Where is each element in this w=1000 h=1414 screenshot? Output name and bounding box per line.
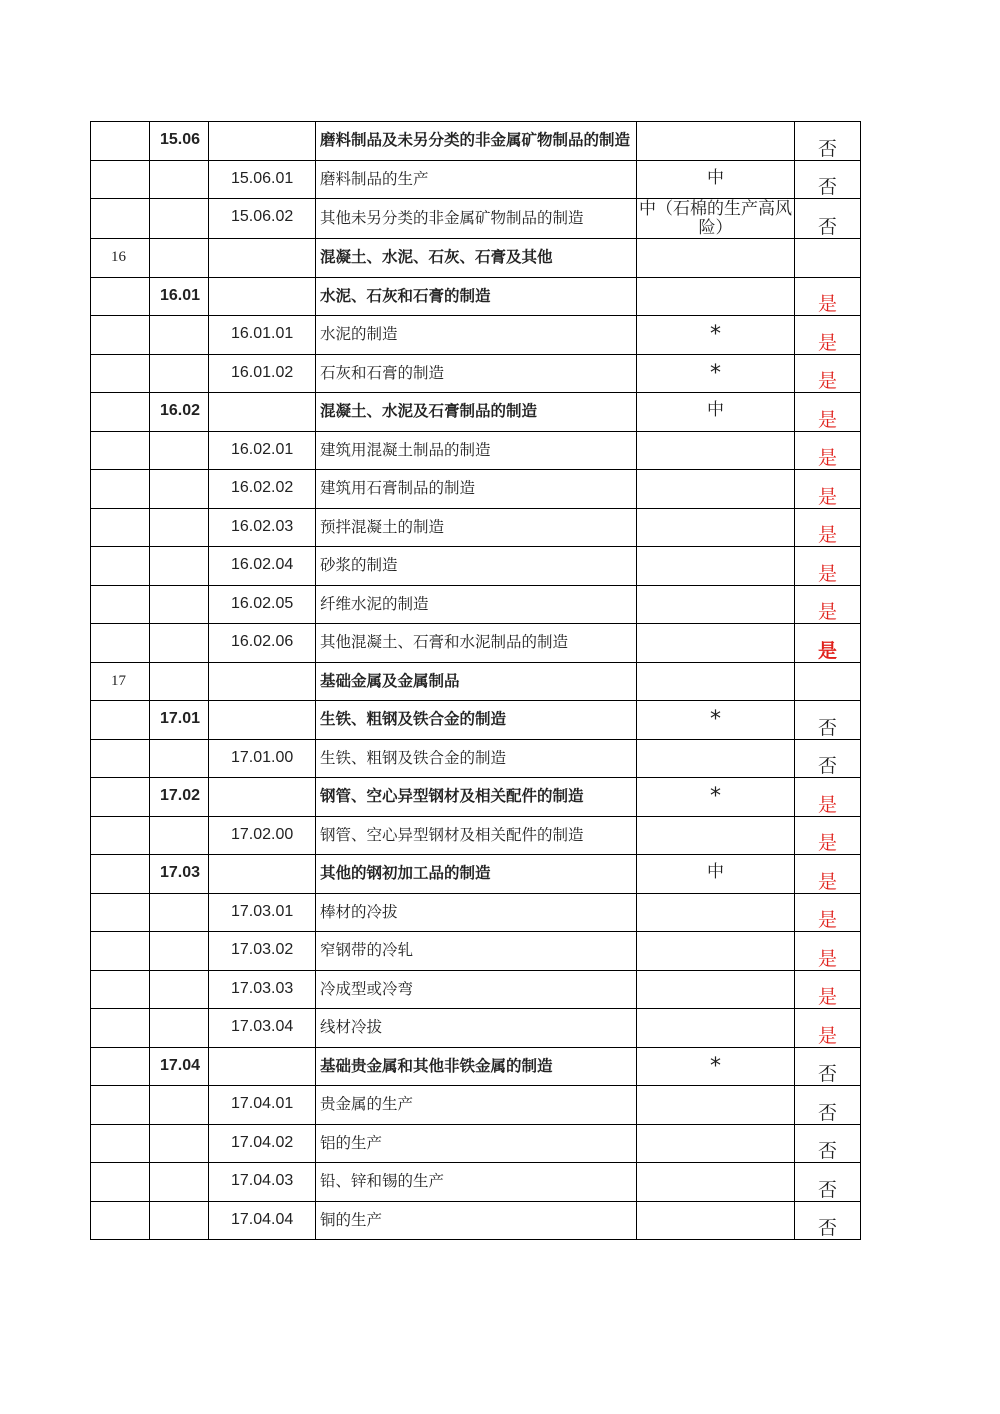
activity-name-cell: 水泥、石灰和石膏的制造	[316, 277, 637, 316]
table-row	[91, 239, 861, 278]
activity-name-cell: 棒材的冷拔	[316, 893, 637, 932]
group-code-cell: 15.06	[150, 122, 209, 161]
risk-level-cell: *	[637, 1047, 795, 1086]
activity-name-cell: 生铁、粗钢及铁合金的制造	[316, 739, 637, 778]
section-number-cell	[91, 778, 150, 817]
group-code-cell	[150, 1009, 209, 1048]
class-code-cell: 17.02.00	[209, 816, 316, 855]
group-code-cell: 16.01	[150, 277, 209, 316]
eligibility-flag-cell: 是	[795, 354, 861, 393]
table-row	[91, 816, 861, 855]
risk-level-cell	[637, 1163, 795, 1202]
class-code-cell: 16.02.02	[209, 470, 316, 509]
activity-name-cell: 磨料制品的生产	[316, 160, 637, 199]
eligibility-flag-cell: 否	[795, 1163, 861, 1202]
activity-name-cell: 其他未另分类的非金属矿物制品的制造	[316, 199, 637, 239]
eligibility-flag-cell	[795, 239, 861, 278]
class-code-cell	[209, 778, 316, 817]
section-number-cell	[91, 199, 150, 239]
class-code-cell	[209, 1047, 316, 1086]
table-row	[91, 277, 861, 316]
table-row	[91, 932, 861, 971]
section-number-cell	[91, 316, 150, 355]
eligibility-flag-cell: 是	[795, 470, 861, 509]
section-number-cell	[91, 393, 150, 432]
group-code-cell	[150, 624, 209, 663]
group-code-cell	[150, 662, 209, 701]
class-code-cell: 17.03.02	[209, 932, 316, 971]
section-number-cell	[91, 508, 150, 547]
class-code-cell: 17.04.04	[209, 1201, 316, 1240]
group-code-cell	[150, 1163, 209, 1202]
activity-name-cell: 预拌混凝土的制造	[316, 508, 637, 547]
section-number-cell: 16	[91, 239, 150, 278]
eligibility-flag-cell: 是	[795, 970, 861, 1009]
table-row	[91, 624, 861, 663]
activity-name-cell: 磨料制品及未另分类的非金属矿物制品的制造	[316, 122, 637, 161]
risk-level-cell: 中	[637, 393, 795, 432]
eligibility-flag-cell: 是	[795, 431, 861, 470]
eligibility-flag-cell: 否	[795, 122, 861, 161]
table-body	[91, 122, 861, 1240]
section-number-cell: 17	[91, 662, 150, 701]
eligibility-flag-cell: 是	[795, 585, 861, 624]
class-code-cell: 17.04.03	[209, 1163, 316, 1202]
group-code-cell	[150, 470, 209, 509]
table-row	[91, 393, 861, 432]
group-code-cell	[150, 585, 209, 624]
activity-name-cell: 纤维水泥的制造	[316, 585, 637, 624]
table-row	[91, 1047, 861, 1086]
eligibility-flag-cell: 否	[795, 739, 861, 778]
class-code-cell	[209, 662, 316, 701]
eligibility-flag-cell	[795, 662, 861, 701]
risk-level-cell	[637, 662, 795, 701]
class-code-cell: 16.02.01	[209, 431, 316, 470]
class-code-cell: 15.06.01	[209, 160, 316, 199]
group-code-cell	[150, 431, 209, 470]
risk-level-cell: *	[637, 316, 795, 355]
eligibility-flag-cell: 是	[795, 316, 861, 355]
class-code-cell: 16.02.05	[209, 585, 316, 624]
activity-name-cell: 铝的生产	[316, 1124, 637, 1163]
activity-name-cell: 贵金属的生产	[316, 1086, 637, 1125]
eligibility-flag-cell: 是	[795, 816, 861, 855]
activity-name-cell: 铅、锌和锡的生产	[316, 1163, 637, 1202]
section-number-cell	[91, 624, 150, 663]
group-code-cell	[150, 239, 209, 278]
class-code-cell: 17.03.01	[209, 893, 316, 932]
class-code-cell: 16.02.03	[209, 508, 316, 547]
class-code-cell: 17.04.02	[209, 1124, 316, 1163]
table-row	[91, 316, 861, 355]
risk-level-cell	[637, 470, 795, 509]
table-row	[91, 431, 861, 470]
group-code-cell	[150, 932, 209, 971]
section-number-cell	[91, 470, 150, 509]
group-code-cell	[150, 508, 209, 547]
risk-level-cell	[637, 277, 795, 316]
activity-name-cell: 冷成型或冷弯	[316, 970, 637, 1009]
group-code-cell	[150, 354, 209, 393]
class-code-cell	[209, 701, 316, 740]
risk-level-cell: 中（石棉的生产高风险）	[637, 199, 795, 239]
eligibility-flag-cell: 是	[795, 547, 861, 586]
section-number-cell	[91, 160, 150, 199]
section-number-cell	[91, 585, 150, 624]
section-number-cell	[91, 277, 150, 316]
eligibility-flag-cell: 是	[795, 624, 861, 663]
class-code-cell	[209, 393, 316, 432]
risk-level-cell: 中	[637, 160, 795, 199]
group-code-cell	[150, 893, 209, 932]
eligibility-flag-cell: 是	[795, 508, 861, 547]
section-number-cell	[91, 701, 150, 740]
eligibility-flag-cell: 否	[795, 1201, 861, 1240]
section-number-cell	[91, 816, 150, 855]
section-number-cell	[91, 739, 150, 778]
risk-level-cell	[637, 970, 795, 1009]
table-row	[91, 1124, 861, 1163]
group-code-cell: 17.03	[150, 855, 209, 894]
activity-name-cell: 钢管、空心异型钢材及相关配件的制造	[316, 816, 637, 855]
class-code-cell	[209, 122, 316, 161]
section-number-cell	[91, 1009, 150, 1048]
class-code-cell	[209, 855, 316, 894]
section-number-cell	[91, 547, 150, 586]
risk-level-cell	[637, 547, 795, 586]
section-number-cell	[91, 1124, 150, 1163]
section-number-cell	[91, 893, 150, 932]
eligibility-flag-cell: 否	[795, 1124, 861, 1163]
eligibility-flag-cell: 是	[795, 932, 861, 971]
eligibility-flag-cell: 是	[795, 1009, 861, 1048]
class-code-cell: 16.01.02	[209, 354, 316, 393]
eligibility-flag-cell: 是	[795, 393, 861, 432]
group-code-cell: 17.02	[150, 778, 209, 817]
class-code-cell: 15.06.02	[209, 199, 316, 239]
activity-name-cell: 混凝土、水泥、石灰、石膏及其他	[316, 239, 637, 278]
activity-name-cell: 水泥的制造	[316, 316, 637, 355]
class-code-cell: 16.01.01	[209, 316, 316, 355]
activity-name-cell: 石灰和石膏的制造	[316, 354, 637, 393]
class-code-cell: 17.03.04	[209, 1009, 316, 1048]
class-code-cell: 16.02.04	[209, 547, 316, 586]
class-code-cell: 17.04.01	[209, 1086, 316, 1125]
table-row	[91, 893, 861, 932]
table-row	[91, 160, 861, 199]
activity-name-cell: 其他的钢初加工品的制造	[316, 855, 637, 894]
risk-level-cell: 中	[637, 855, 795, 894]
activity-name-cell: 基础金属及金属制品	[316, 662, 637, 701]
eligibility-flag-cell: 否	[795, 199, 861, 239]
table-row	[91, 855, 861, 894]
table-row	[91, 354, 861, 393]
table-row	[91, 739, 861, 778]
activity-name-cell: 其他混凝土、石膏和水泥制品的制造	[316, 624, 637, 663]
table-row	[91, 470, 861, 509]
eligibility-flag-cell: 是	[795, 893, 861, 932]
risk-level-cell	[637, 431, 795, 470]
eligibility-flag-cell: 否	[795, 1047, 861, 1086]
group-code-cell	[150, 547, 209, 586]
activity-name-cell: 铜的生产	[316, 1201, 637, 1240]
risk-level-cell	[637, 624, 795, 663]
eligibility-flag-cell: 是	[795, 277, 861, 316]
group-code-cell	[150, 970, 209, 1009]
risk-level-cell	[637, 1009, 795, 1048]
group-code-cell	[150, 739, 209, 778]
section-number-cell	[91, 932, 150, 971]
section-number-cell	[91, 1163, 150, 1202]
group-code-cell	[150, 1124, 209, 1163]
section-number-cell	[91, 354, 150, 393]
group-code-cell	[150, 816, 209, 855]
risk-level-cell	[637, 122, 795, 161]
activity-name-cell: 砂浆的制造	[316, 547, 637, 586]
group-code-cell: 17.01	[150, 701, 209, 740]
risk-level-cell	[637, 816, 795, 855]
group-code-cell	[150, 160, 209, 199]
table-row	[91, 199, 861, 239]
class-code-cell: 16.02.06	[209, 624, 316, 663]
table-row	[91, 701, 861, 740]
class-code-cell: 17.01.00	[209, 739, 316, 778]
risk-level-cell	[637, 932, 795, 971]
section-number-cell	[91, 855, 150, 894]
risk-level-cell	[637, 508, 795, 547]
risk-level-cell	[637, 1124, 795, 1163]
risk-level-cell: *	[637, 701, 795, 740]
risk-level-cell: *	[637, 778, 795, 817]
group-code-cell	[150, 1086, 209, 1125]
eligibility-flag-cell: 是	[795, 778, 861, 817]
risk-level-cell	[637, 1086, 795, 1125]
risk-level-cell	[637, 1201, 795, 1240]
risk-level-cell	[637, 585, 795, 624]
group-code-cell	[150, 1201, 209, 1240]
section-number-cell	[91, 431, 150, 470]
industry-classification-table	[90, 121, 861, 1240]
table-row	[91, 547, 861, 586]
activity-name-cell: 钢管、空心异型钢材及相关配件的制造	[316, 778, 637, 817]
class-code-cell	[209, 277, 316, 316]
risk-level-cell	[637, 239, 795, 278]
group-code-cell	[150, 199, 209, 239]
activity-name-cell: 线材冷拔	[316, 1009, 637, 1048]
eligibility-flag-cell: 否	[795, 160, 861, 199]
activity-name-cell: 混凝土、水泥及石膏制品的制造	[316, 393, 637, 432]
group-code-cell: 17.04	[150, 1047, 209, 1086]
table-row	[91, 970, 861, 1009]
table-row	[91, 778, 861, 817]
activity-name-cell: 建筑用混凝土制品的制造	[316, 431, 637, 470]
table-row	[91, 585, 861, 624]
risk-level-cell	[637, 739, 795, 778]
eligibility-flag-cell: 否	[795, 701, 861, 740]
activity-name-cell: 窄钢带的冷轧	[316, 932, 637, 971]
table-row	[91, 122, 861, 161]
activity-name-cell: 生铁、粗钢及铁合金的制造	[316, 701, 637, 740]
eligibility-flag-cell: 是	[795, 855, 861, 894]
eligibility-flag-cell: 否	[795, 1086, 861, 1125]
section-number-cell	[91, 970, 150, 1009]
section-number-cell	[91, 1201, 150, 1240]
risk-level-cell: *	[637, 354, 795, 393]
activity-name-cell: 建筑用石膏制品的制造	[316, 470, 637, 509]
section-number-cell	[91, 1047, 150, 1086]
table-row	[91, 1163, 861, 1202]
table-row	[91, 662, 861, 701]
table-row	[91, 1009, 861, 1048]
risk-level-cell	[637, 893, 795, 932]
group-code-cell: 16.02	[150, 393, 209, 432]
section-number-cell	[91, 1086, 150, 1125]
class-code-cell	[209, 239, 316, 278]
activity-name-cell: 基础贵金属和其他非铁金属的制造	[316, 1047, 637, 1086]
section-number-cell	[91, 122, 150, 161]
group-code-cell	[150, 316, 209, 355]
table-row	[91, 508, 861, 547]
class-code-cell: 17.03.03	[209, 970, 316, 1009]
table-row	[91, 1201, 861, 1240]
table-row	[91, 1086, 861, 1125]
